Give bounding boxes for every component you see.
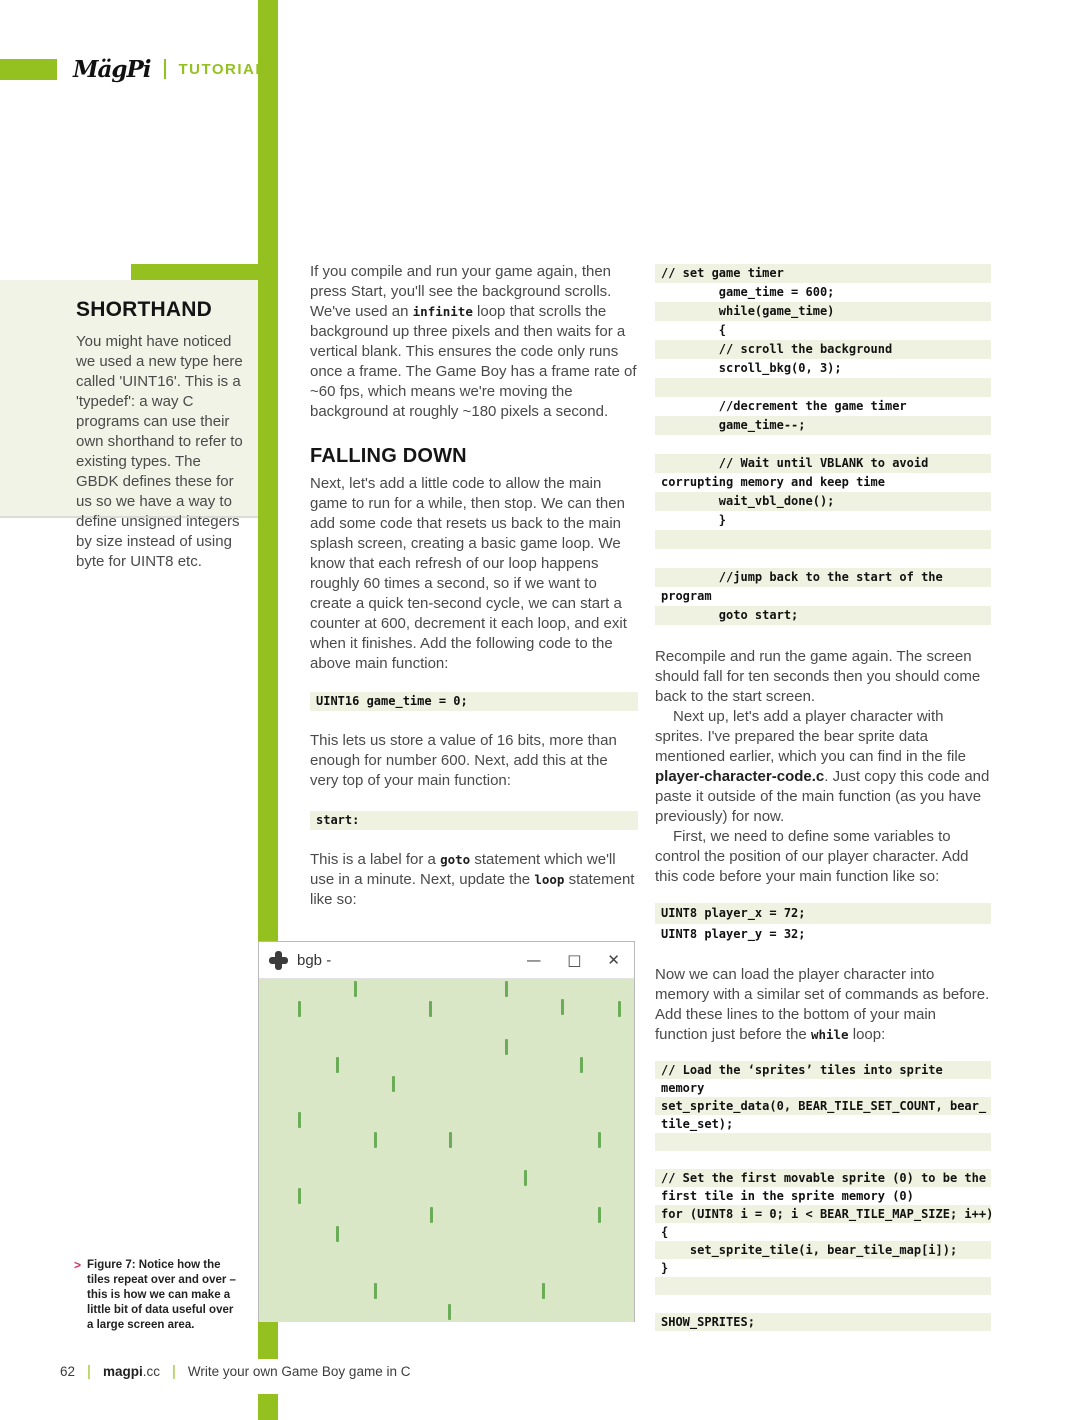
paragraph-group xyxy=(655,647,991,887)
paragraph-group xyxy=(310,731,638,791)
spine-bar-top xyxy=(258,0,278,941)
shorthand-title: SHORTHAND xyxy=(76,298,212,321)
code-line: goto start; xyxy=(655,606,991,625)
paragraph: This lets us store a value of 16 bits, more than enough for number 600. Next, add this at the very top of your main function: xyxy=(310,732,617,789)
game-screen xyxy=(259,979,634,1322)
code-line: for (UINT8 i = 0; i < BEAR_TILE_MAP_SIZE; i++) xyxy=(655,1205,991,1223)
code-line: program xyxy=(661,589,712,603)
code-line: scroll_bkg(0, 3); xyxy=(661,361,842,375)
code-line: corrupting memory and keep time xyxy=(661,475,885,489)
code-line: // Wait until VBLANK to avoid xyxy=(655,454,991,473)
magpi-logo: MägPi xyxy=(73,55,151,83)
code-line: game_time = 600; xyxy=(661,285,835,299)
tile-dash xyxy=(524,1170,527,1186)
paragraph-group xyxy=(310,850,638,910)
tile-dash xyxy=(298,1112,301,1128)
page-number: 62 xyxy=(60,1364,76,1379)
tile-dash xyxy=(429,1001,432,1017)
caption-chevron-icon: > xyxy=(74,1258,82,1272)
tile-dash xyxy=(392,1076,395,1092)
tile-dash xyxy=(449,1132,452,1148)
code-line: // set game timer xyxy=(655,264,991,283)
tile-dash xyxy=(580,1057,583,1073)
tile-dash xyxy=(430,1207,433,1223)
code-line: SHOW_SPRITES; xyxy=(655,1313,991,1331)
masthead-divider xyxy=(164,59,166,79)
tile-dash xyxy=(448,1304,451,1320)
code-line: start: xyxy=(310,811,638,830)
code-line xyxy=(655,530,991,549)
tile-dash xyxy=(374,1132,377,1148)
code-block xyxy=(655,1061,994,1331)
paragraph-group xyxy=(310,474,638,674)
close-button[interactable]: ✕ xyxy=(607,950,620,969)
code-line: // Set the first movable sprite (0) to be the xyxy=(655,1169,991,1187)
paragraph-group xyxy=(310,262,638,422)
footer-article-title: Write your own Game Boy game in C xyxy=(187,1364,411,1379)
code-line: // Load the ‘sprites’ tiles into sprite xyxy=(655,1061,991,1079)
tile-dash xyxy=(505,1039,508,1055)
minimize-button[interactable]: — xyxy=(526,950,542,969)
code-block xyxy=(655,903,991,945)
code-line: UINT16 game_time = 0; xyxy=(310,692,638,711)
shorthand-box xyxy=(0,280,258,570)
tile-dash xyxy=(354,981,357,997)
code-line: UINT8 player_x = 72; xyxy=(655,903,991,924)
code-line xyxy=(655,435,991,454)
code-line: tile_set); xyxy=(661,1117,734,1131)
spine-bar-bottom-2 xyxy=(258,1394,278,1420)
code-line: memory xyxy=(661,1081,705,1095)
caption-label: Figure 7: xyxy=(87,1259,136,1271)
tile-dash xyxy=(598,1132,601,1148)
tile-dash xyxy=(598,1207,601,1223)
paragraph-group xyxy=(655,965,991,1045)
code-line xyxy=(655,1151,991,1169)
category-label: TUTORIAL xyxy=(178,60,267,78)
code-line xyxy=(655,1133,991,1151)
code-block xyxy=(655,264,991,625)
right-column xyxy=(655,264,994,1331)
code-line: first tile in the sprite memory (0) xyxy=(661,1189,914,1203)
code-line xyxy=(655,549,991,568)
footer-divider: | xyxy=(171,1363,176,1380)
code-line: { xyxy=(661,1225,669,1239)
masthead xyxy=(73,54,266,84)
code-line: set_sprite_data(0, BEAR_TILE_SET_COUNT, bear_ xyxy=(655,1097,991,1115)
caption-text: Figure 7: Notice how the tiles repeat over and over – this is how we can make a little bit of data useful over a large screen area. xyxy=(87,1259,236,1331)
window-controls xyxy=(526,950,620,969)
code-line xyxy=(655,1295,991,1313)
code-line: set_sprite_tile(i, bear_tile_map[i]); xyxy=(655,1241,991,1259)
shorthand-body: You might have noticed we used a new type here called 'UINT16'. This is a 'typedef': a way C programs can use their own shorthand to refer to existing types. The GBDK defines these for us so we have a way to define unsigned integers by size instead of using byte for UINT8 etc. xyxy=(76,333,243,570)
tile-dash xyxy=(505,981,508,997)
paragraph: Now we can load the player character into memory with a similar set of commands as before. Add these lines to the bottom of your main function just before the while loop: xyxy=(655,966,990,1043)
code-line: //decrement the game timer xyxy=(661,399,907,413)
spine-bar-step xyxy=(131,264,278,280)
bgb-dpad-icon xyxy=(269,951,288,970)
code-line: { xyxy=(661,323,727,337)
paragraph: First, we need to define some variables to control the position of our player character. Add this code before your main function like so: xyxy=(655,828,969,885)
paragraph: Recompile and run the game again. The screen should fall for ten seconds then you should come back to the start screen. xyxy=(655,648,981,705)
code-line: } xyxy=(661,513,727,527)
header-accent-bar xyxy=(0,59,57,80)
middle-column xyxy=(310,262,638,910)
code-line: UINT8 player_y = 32; xyxy=(661,927,806,941)
code-line: //jump back to the start of the xyxy=(655,568,991,587)
code-block xyxy=(310,811,638,830)
page-footer xyxy=(60,1363,410,1380)
tile-dash xyxy=(561,999,564,1015)
tile-dash xyxy=(336,1057,339,1073)
paragraph: If you compile and run your game again, then press Start, you'll see the background scrolls. We've used an infinite loop that scrolls the background up three pixels and then waits for a vertical blank. This ensures the code only runs once a frame. The Game Boy has a frame rate of ~60 fps, which means we're moving the background at roughly ~180 pixels a second. xyxy=(310,263,637,420)
paragraph: This is a label for a goto statement which we'll use in a minute. Next, update the loop statement like so: xyxy=(310,851,635,908)
figure-caption xyxy=(74,1258,242,1333)
code-line: game_time--; xyxy=(655,416,991,435)
tile-dash xyxy=(542,1283,545,1299)
tile-dash xyxy=(298,1188,301,1204)
code-line: wait_vbl_done(); xyxy=(655,492,991,511)
section-heading: FALLING DOWN xyxy=(310,445,467,467)
bgb-titlebar xyxy=(259,942,634,979)
tile-dash xyxy=(374,1283,377,1299)
code-line xyxy=(655,378,991,397)
code-line: while(game_time) xyxy=(655,302,991,321)
paragraph: Next up, let's add a player character with sprites. I've prepared the bear sprite data mentioned earlier, which you can find in the file player-character-code.c. Just copy this code and paste it outside of the main function (as you have previously) for now. xyxy=(655,708,990,825)
code-block xyxy=(310,692,638,711)
code-line: } xyxy=(661,1261,669,1275)
bgb-window-title: bgb - xyxy=(297,951,332,969)
paragraph: Next, let's add a little code to allow the main game to run for a while, then stop. We can then add some code that resets us back to the main splash screen, creating a basic game loop. We know that each refresh of our loop happens roughly 60 times a second, so if we want to create a quick ten-second cycle, we can start a counter at 600, decrement it each loop, and exit when it finishes. Add the following code to the above main function: xyxy=(310,475,627,672)
tile-dash xyxy=(618,1001,621,1017)
maximize-button[interactable]: □ xyxy=(567,950,582,969)
tile-dash xyxy=(336,1226,339,1242)
code-line xyxy=(655,1277,991,1295)
bgb-emulator-window xyxy=(258,941,635,1322)
footer-divider: | xyxy=(87,1363,91,1380)
tile-dash xyxy=(298,1001,301,1017)
site-link[interactable]: magpi.cc xyxy=(102,1364,160,1379)
code-line: // scroll the background xyxy=(655,340,991,359)
spine-bar-bottom-1 xyxy=(258,1322,278,1359)
